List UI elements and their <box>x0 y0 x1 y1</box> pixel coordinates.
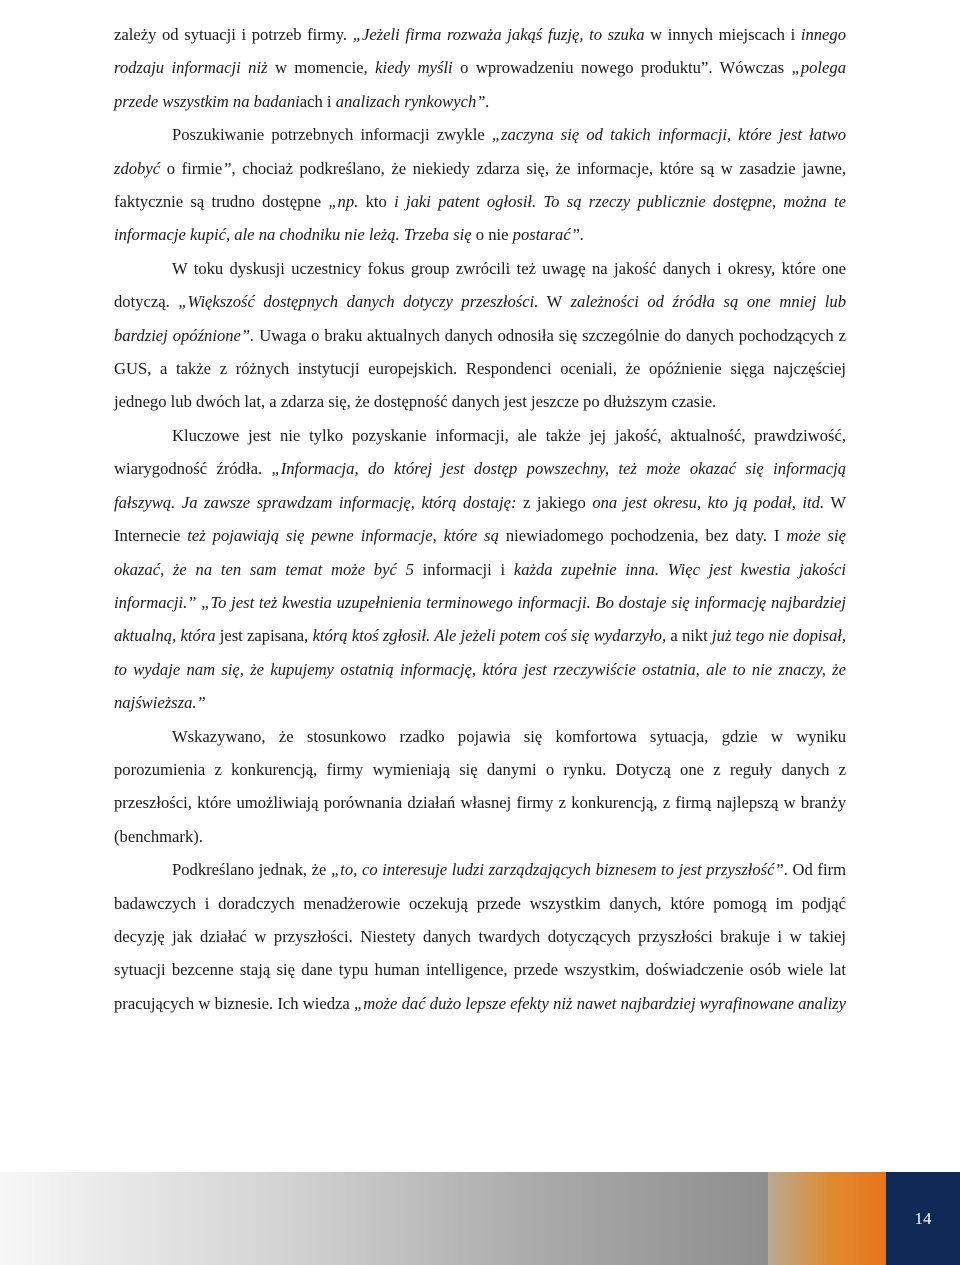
page-body <box>114 18 846 1020</box>
paragraph-4: Kluczowe jest nie tylko pozyskanie informacji, ale także jej jakość, aktualność, prawdziwość, wiarygodność źródła. „Informacja, do której jest dostęp powszechny, też może okazać się informacją fałszywą. Ja zawsze sprawdzam informację, którą dostaję: z jakiego ona jest okresu, kto ją podał, itd. W Internecie też pojawiają się pewne informacje, które są niewiadomego pochodzenia, bez daty. I może się okazać, że na ten sam temat może być 5 informacji i każda zupełnie inna. Więc jest kwestia jakości informacji.” „To jest też kwestia uzupełnienia terminowego informacji. Bo dostaje się informację najbardziej aktualną, która jest zapisana, którą ktoś zgłosił. Ale jeżeli potem coś się wydarzyło, a nikt już tego nie dopisał, to wydaje nam się, że kupujemy ostatnią informację, która jest rzeczywiście ostatnia, ale to nie znaczy, że najświeższa.” <box>114 425 846 713</box>
paragraph-2: Poszukiwanie potrzebnych informacji zwykle „zaczyna się od takich informacji, które jest łatwo zdobyć o firmie”, chociaż podkreślano, że niekiedy zdarza się, że informacje, które są w zasadzie jawne, faktycznie są trudno dostępne „np. kto i jaki patent ogłosił. To są rzeczy publicznie dostępne, można te informacje kupić, ale na chodniku nie leżą. Trzeba się o nie postarać”. <box>114 125 847 245</box>
paragraph-3: W toku dyskusji uczestnicy fokus group zwrócili też uwagę na jakość danych i okresy, które one dotyczą. „Większość dostępnych danych dotyczy przeszłości. W zależności od źródła są one mniej lub bardziej opóźnione”. Uwaga o braku aktualnych danych odnosiła się szczególnie do danych pochodzących z GUS, a także z różnych instytucji europejskich. Respondenci oceniali, że opóźnienie sięga najczęściej jednego lub dwóch lat, a zdarza się, że dostępność danych jest jeszcze po dłuższym czasie. <box>114 258 846 412</box>
paragraph-5: Wskazywano, że stosunkowo rzadko pojawia się komfortowa sytuacja, gdzie w wyniku porozumienia z konkurencją, firmy wymieniają się danymi o rynku. Dotyczą one z reguły danych z przeszłości, które umożliwiają porównania działań własnej firmy z konkurencją, z firmą najlepszą w branży (benchmark). <box>114 726 846 846</box>
page-footer <box>0 1172 960 1265</box>
footer-orange-band <box>768 1172 886 1265</box>
page-number: 14 <box>886 1172 960 1265</box>
paragraph-1: zależy od sytuacji i potrzeb firmy. „Jeżeli firma rozważa jakąś fuzję, to szuka w innych miejscach i innego rodzaju informacji niż w momencie, kiedy myśli o wprowadzeniu nowego produktu”. Wówczas „polega przede wszystkim na badaniach i analizach rynkowych”. <box>114 25 846 111</box>
footer-gray-band <box>0 1172 768 1265</box>
paragraph-6: Podkreślano jednak, że „to, co interesuje ludzi zarządzających biznesem to jest przyszłość”. Od firm badawczych i doradczych menadżerowie oczekują przede wszystkim danych, które pomogą im podjąć decyzję jak działać w przyszłości. Niestety danych twardych dotyczących przyszłości brakuje i w takiej sytuacji bezcenne stają się dane typu human intelligence, przede wszystkim, doświadczenie osób wiele lat pracujących w biznesie. Ich wiedza „może dać dużo lepsze efekty niż nawet najbardziej wyrafinowane analizy <box>114 860 847 1013</box>
